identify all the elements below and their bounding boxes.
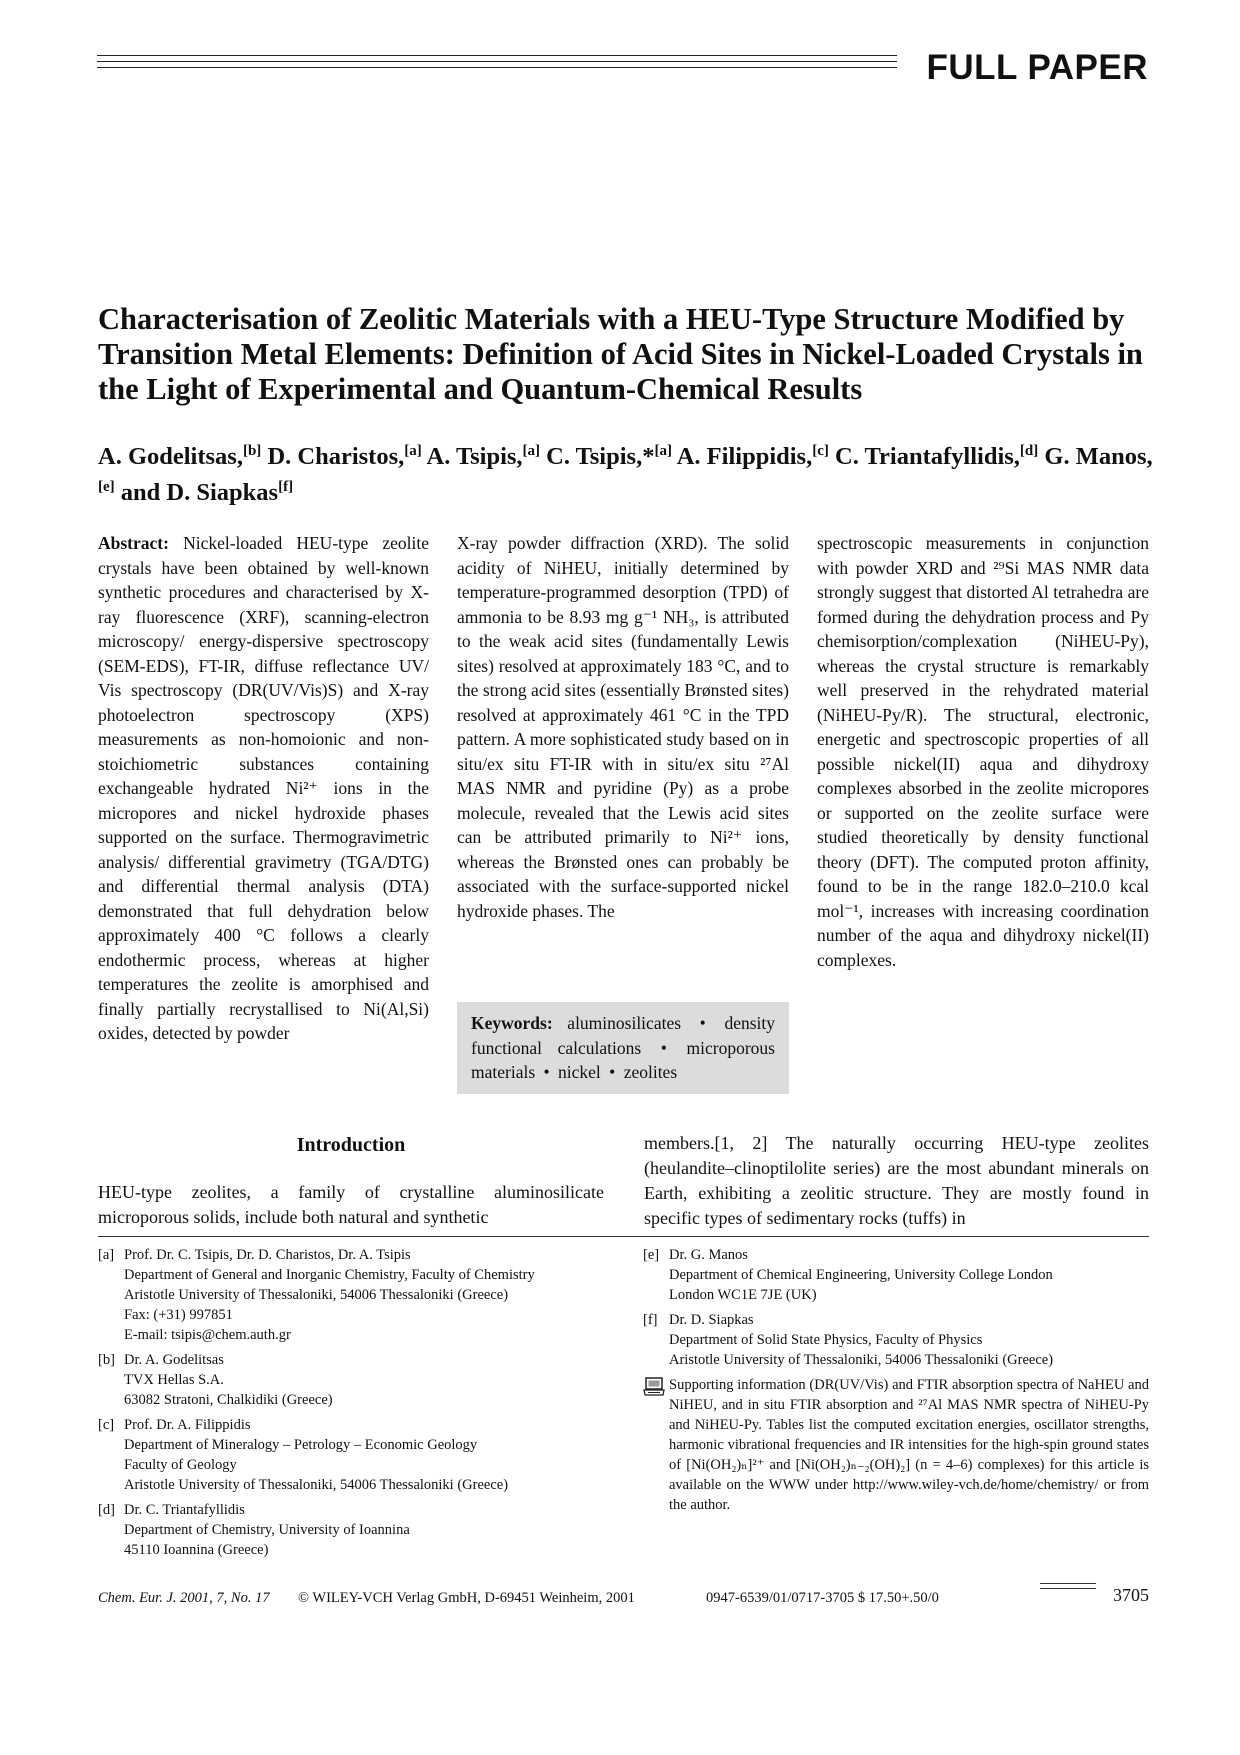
footnote-line: Fax: (+31) 997851	[124, 1307, 233, 1323]
supporting-information	[643, 1375, 1149, 1515]
affiliation-footnote	[98, 1500, 618, 1560]
footnote-rule	[98, 1236, 1149, 1237]
footnote-line: TVX Hellas S.A.	[124, 1372, 224, 1388]
computer-icon	[643, 1377, 665, 1397]
author: A. Filippidis,[c]	[676, 443, 829, 471]
keywords-label: Keywords:	[471, 1013, 553, 1033]
footnote-line: Aristotle University of Thessaloniki, 54006 Thessaloniki (Greece)	[669, 1352, 1054, 1368]
author: C. Tsipis,*[a]	[546, 443, 672, 471]
section-label: FULL PAPER	[926, 48, 1148, 87]
footnote-line: Department of Solid State Physics, Faculty of Physics	[669, 1332, 983, 1348]
footnote-line: Prof. Dr. A. Filippidis	[124, 1417, 251, 1433]
footnote-tag: [c]	[98, 1417, 115, 1433]
author: G. Manos,[e]	[98, 443, 1153, 496]
footnote-line: Dr. G. Manos	[669, 1247, 748, 1263]
author-list	[98, 436, 1158, 508]
keywords-box	[457, 1002, 789, 1094]
keyword: microporous materials	[471, 1037, 775, 1082]
footnote-tag: [b]	[98, 1352, 115, 1368]
introduction-text-left: HEU-type zeolites, a family of crystalline aluminosilicate microporous solids, include both natural and synthetic	[98, 1182, 604, 1227]
keyword: nickel	[558, 1062, 601, 1082]
introduction-heading: Introduction	[296, 1134, 406, 1156]
article-title: Characterisation of Zeolitic Materials with a HEU-Type Structure Modified by Transition Metal Elements: Definition of Acid Sites in Nickel-Loaded Crystals in the Light of Experimental and Quantum-Chemical Results	[98, 302, 1143, 406]
affiliation-footnote	[643, 1245, 1149, 1305]
abstract-text-2: X-ray powder diffraction (XRD). The solid acidity of NiHEU, initially determined by temperature-programmed desorption (TPD) of ammonia to be 8.93 mg g⁻¹ NH₃, is attributed to the weak acid sites (fundamentally Lewis sites) resolved at approximately 183 °C, and to the strong acid sites (essentially Brønsted sites) resolved at approximately 461 °C in the TPD pattern. A more sophisticated study based on in situ/ex situ FT-IR with in situ/ex situ ²⁷Al MAS NMR and pyridine (Py) as a probe molecule, revealed that the Lewis acid sites can be attributed primarily to Ni²⁺ ions, whereas the Brønsted ones can probably be associated with the surface-supported nickel hydroxide phases. The	[457, 533, 789, 921]
keyword-separator: •	[604, 1062, 620, 1082]
keyword-separator: •	[645, 1037, 683, 1058]
affiliations-left	[98, 1245, 618, 1565]
author-affiliation-mark: [a]	[404, 443, 422, 459]
footnote-line: London WC1E 7JE (UK)	[669, 1287, 817, 1303]
keyword-separator: •	[685, 1013, 721, 1033]
keyword: density functional calculations	[471, 1013, 775, 1058]
footnote-line: Dr. C. Triantafyllidis	[124, 1502, 245, 1518]
author: D. Charistos,[a]	[267, 443, 422, 471]
affiliation-footnote	[98, 1245, 618, 1345]
author: and D. Siapkas[f]	[120, 479, 294, 507]
author-affiliation-mark: [d]	[1019, 443, 1039, 459]
author: A. Tsipis,[a]	[426, 443, 541, 471]
footnote-tag: [e]	[643, 1247, 660, 1263]
header-rules	[97, 55, 897, 73]
footnote-line: Department of Chemistry, University of Ioannina	[124, 1522, 410, 1538]
abstract-text-3: spectroscopic measurements in conjunction with powder XRD and ²⁹Si MAS NMR data strongly suggest that distorted Al tetrahedra are formed during the dehydration process and Py chemisorption/complexation (NiHEU-Py), whereas the crystal structure is remarkably well preserved in the rehydrated material (NiHEU-Py/R). The structural, electronic, energetic and spectroscopic properties of all possible nickel(II) aqua and dihydroxy complexes absorbed in the zeolite micropores or supported on the zeolite surface were studied theoretically by density functional theory (DFT). The computed proton affinity, found to be in the range 182.0–210.0 kcal mol⁻¹, increases with increasing coordination number of the aqua and dihydroxy nickel(II) complexes.	[817, 533, 1149, 970]
page-number: 3705	[1113, 1585, 1149, 1605]
author-affiliation-mark: [c]	[812, 443, 829, 459]
introduction-text-right: members.[1, 2] The naturally occurring HEU-type zeolites (heulandite–clinoptilolite series) are the most abundant minerals on Earth, exhibiting a zeolitic structure. They are mostly found in specific types of sedimentary rocks (tuffs) in	[644, 1133, 1149, 1228]
issn: 0947-6539/01/0717-3705 $ 17.50+.50/0	[706, 1590, 939, 1606]
footnote-tag: [f]	[643, 1312, 658, 1328]
affiliation-footnote	[98, 1350, 618, 1410]
footnote-line: 63082 Stratoni, Chalkidiki (Greece)	[124, 1392, 333, 1408]
footnote-tag: [d]	[98, 1502, 115, 1518]
author-affiliation-mark: [b]	[242, 443, 262, 459]
abstract-column-2	[457, 531, 789, 923]
author-affiliation-mark: [a]	[654, 443, 672, 459]
footnote-line: Prof. Dr. C. Tsipis, Dr. D. Charistos, Dr. A. Tsipis	[124, 1247, 411, 1263]
footnote-line: Dr. A. Godelitsas	[124, 1352, 224, 1368]
footnote-line: Dr. D. Siapkas	[669, 1312, 754, 1328]
author-affiliation-mark: [f]	[278, 479, 294, 496]
affiliations-right	[643, 1245, 1149, 1515]
footnote-line: Department of General and Inorganic Chemistry, Faculty of Chemistry	[124, 1267, 535, 1283]
keyword: zeolites	[623, 1062, 678, 1082]
abstract-text-1: Nickel-loaded HEU-type zeolite crystals have been obtained by well-known synthetic procedures and characterised by X-ray fluorescence (XRF), scanning-electron microscopy/ energy-dispersive spectroscopy (SEM-EDS), FT-IR, diffuse reflectance UV/ Vis spectroscopy (DR(UV/Vis)S) and X-ray photoelectron spectroscopy (XPS) measurements as non-homoionic and non-stoichiometric substances containing exchangeable hydrated Ni²⁺ ions in the micropores and nickel hydroxide phases supported on the surface. Thermogravimetric analysis/ differential gravimetry (TGA/DTG) and differential thermal analysis (DTA) demonstrated that full dehydration below approximately 400 °C follows a clearly endothermic process, whereas at higher temperatures the zeolite is amorphised and finally partially recrystallised to Ni(Al,Si) oxides, detected by powder	[98, 533, 429, 1043]
supporting-information-text: Supporting information (DR(UV/Vis) and FTIR absorption spectra of NaHEU and NiHEU, and in situ FTIR absorption and ²⁷Al MAS NMR spectra of NiHEU-Py and NiHEU-Py. Tables list the computed excitation energies, oscillator strengths, harmonic vibrational frequencies and IR intensities for the high-spin ground states of [Ni(OH₂)ₙ]²⁺ and [Ni(OH₂)ₙ₋₂(OH)₂] (n = 4–6) complexes) for this article is available on the WWW under http://www.wiley-vch.de/home/chemistry/ or from the author.	[669, 1377, 1149, 1513]
author: C. Triantafyllidis,[d]	[835, 443, 1039, 471]
author: A. Godelitsas,[b]	[98, 443, 262, 471]
citation: Chem. Eur. J. 2001, 7, No. 17	[98, 1590, 270, 1606]
footnote-line: Aristotle University of Thessaloniki, 54006 Thessaloniki (Greece)	[124, 1477, 509, 1493]
footnote-line: 45110 Ioannina (Greece)	[124, 1542, 269, 1558]
footnote-line: Department of Mineralogy – Petrology – Economic Geology	[124, 1437, 478, 1453]
copyright: © WILEY-VCH Verlag GmbH, D-69451 Weinheim, 2001	[298, 1590, 635, 1606]
abstract-column-1	[98, 531, 429, 1046]
author-affiliation-mark: [a]	[522, 443, 541, 459]
abstract-column-3	[817, 531, 1149, 972]
keyword: aluminosilicates	[567, 1013, 682, 1033]
author-affiliation-mark: [e]	[98, 479, 115, 496]
footnote-line: Faculty of Geology	[124, 1457, 237, 1473]
abstract-label: Abstract:	[98, 533, 169, 553]
footnote-line: E-mail: tsipis@chem.auth.gr	[124, 1327, 291, 1343]
affiliation-footnote	[643, 1310, 1149, 1370]
page-number-rules	[1040, 1583, 1096, 1593]
affiliation-footnote	[98, 1415, 618, 1495]
footnote-line: Aristotle University of Thessaloniki, 54006 Thessaloniki (Greece)	[124, 1287, 509, 1303]
keyword-separator: •	[539, 1062, 555, 1082]
footnote-line: Department of Chemical Engineering, University College London	[669, 1267, 1053, 1283]
footnote-tag: [a]	[98, 1247, 115, 1263]
